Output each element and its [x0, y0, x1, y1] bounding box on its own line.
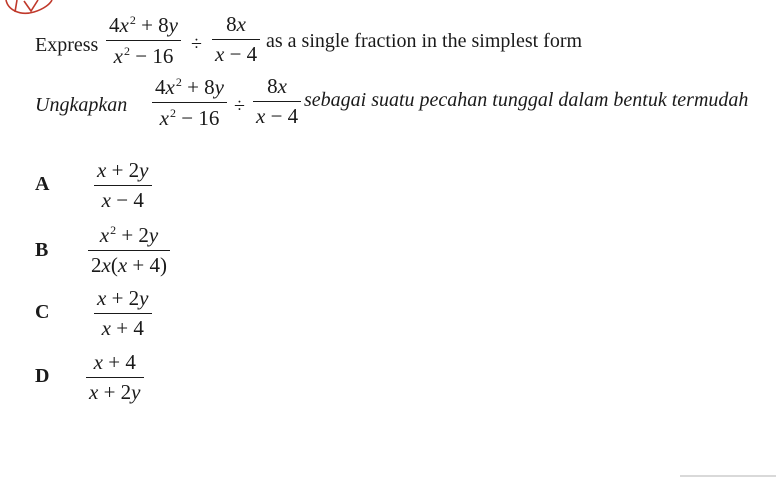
- option-letter: B: [35, 239, 49, 261]
- page-edge-line: [680, 475, 776, 477]
- question-english-fraction-1: $4x^2 + 8y$ $x^2 - 16$: [106, 14, 181, 67]
- question-malay-fraction-2: 8x x − 4: [253, 76, 301, 127]
- question-english-prefix: Express: [35, 34, 99, 56]
- question-number-mark: [0, 0, 60, 24]
- question-english-suffix: as a single fraction in the simplest form: [266, 30, 583, 52]
- division-sign: ÷: [234, 95, 245, 117]
- question-english-fraction-2: 8x x − 4: [212, 14, 260, 65]
- option-letter: A: [35, 173, 50, 195]
- option-letter: D: [35, 365, 50, 387]
- question-malay-suffix: sebagai suatu pecahan tunggal dalam bentuk termudah: [304, 89, 749, 111]
- question-malay-fraction-1: $4x^2 + 8y$ $x^2 - 16$: [152, 76, 227, 129]
- division-sign: ÷: [191, 33, 202, 55]
- option-letter: C: [35, 301, 50, 323]
- question-malay-prefix: Ungkapkan: [35, 94, 128, 116]
- option-a-fraction: x + 2y x − 4: [94, 160, 152, 211]
- option-c-fraction: x + 2y x + 4: [94, 288, 152, 339]
- option-b-fraction: $x^2 + 2y$ 2x(x + 4): [88, 224, 170, 276]
- option-d-fraction: x + 4 x + 2y: [86, 352, 144, 403]
